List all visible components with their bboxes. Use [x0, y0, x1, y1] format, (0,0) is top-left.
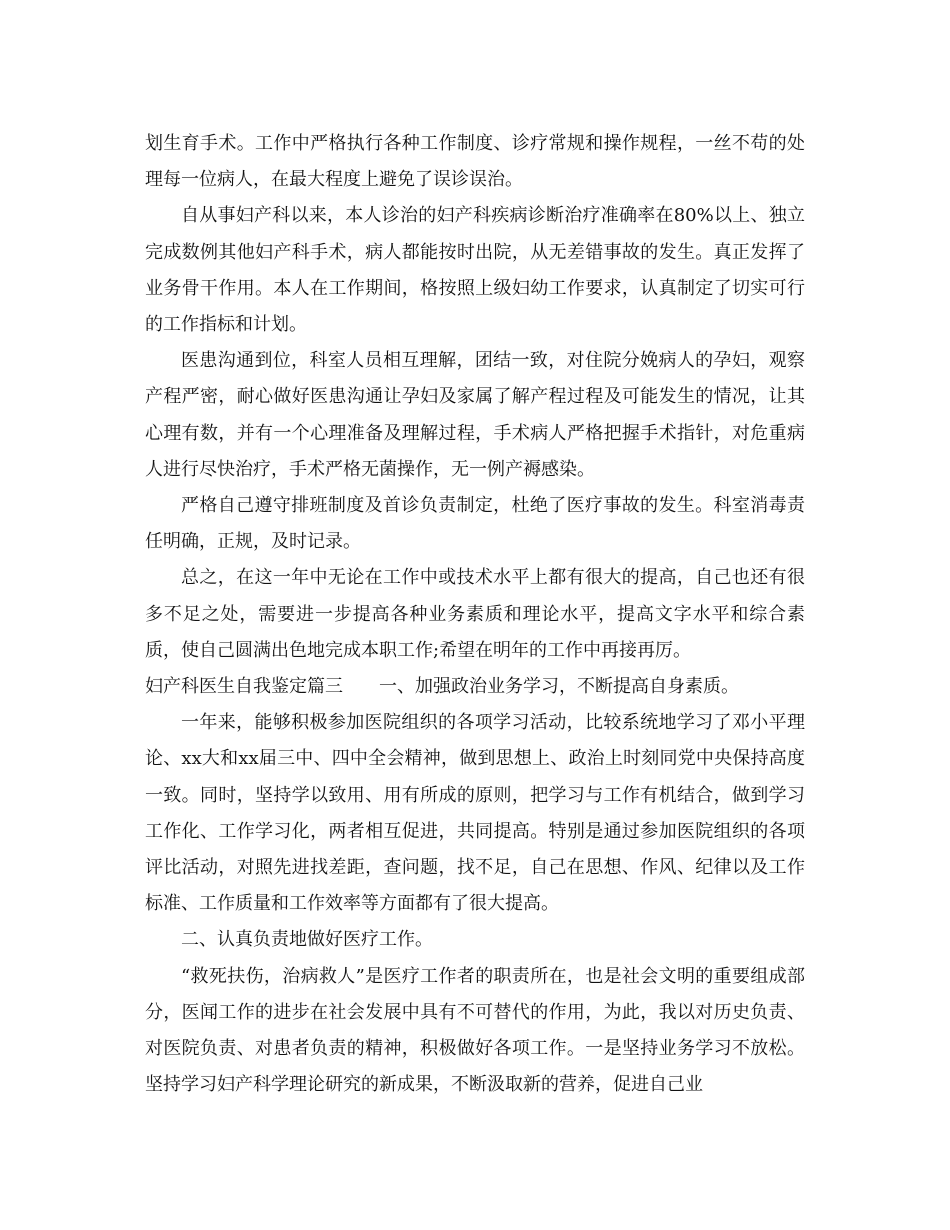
section-title: 妇产科医生自我鉴定篇三 [145, 676, 343, 698]
paragraph-rescue-duty: “救死扶伤，治病救人”是医疗工作者的职责所在，也是社会文明的重要组成部分，医闻工作的进步在社会发展中具有不可替代的作用，为此，我以对历史负责、对医院负责、对患者负责的精神，积极做好各项工作。一是坚持业务学习不放松。坚持学习妇产科学理论研究的新成果，不断汲取新的营养，促进自己业 [145, 965, 805, 1096]
section-heading [145, 669, 805, 705]
section-subtitle: 一、加强政治业务学习，不断提高自身素质。 [379, 676, 739, 698]
paragraph-diagnosis-accuracy: 自从事妇产科以来，本人诊治的妇产科疾病诊断治疗准确率在80%以上、独立完成数例其他妇产科手术，病人都能按时出院，从无差错事故的发生。真正发挥了业务骨干作用。本人在工作期间，格按照上级妇幼工作要求，认真制定了切实可行的工作指标和计划。 [145, 205, 805, 336]
paragraph-political-study: 一年来，能够积极参加医院组织的各项学习活动，比较系统地学习了邓小平理论、xx大和xx届三中、四中全会精神，做到思想上、政治上时刻同党中央保持高度一致。同时，坚持学以致用、用有所成的原则，把学习与工作有机结合，做到学习工作化、工作学习化，两者相互促进，共同提高。特别是通过参加医院组织的各项评比活动，对照先进找差距，查问题，找不足，自己在思想、作风、纪律以及工作标准、工作质量和工作效率等方面都有了很大提高。 [145, 712, 805, 915]
paragraph-shift-system: 严格自己遵守排班制度及首诊负责制定，杜绝了医疗事故的发生。科室消毒责任明确，正规，及时记录。 [145, 495, 805, 553]
document-body [145, 126, 805, 1103]
paragraph-doctor-patient-communication: 医患沟通到位，科室人员相互理解，团结一致，对住院分娩病人的孕妇，观察产程严密，耐心做好医患沟通让孕妇及家属了解产程过程及可能发生的情况，让其心理有数，并有一个心理准备及理解过程，手术病人严格把握手术指针，对危重病人进行尽快治疗，手术严格无菌操作，无一例产褥感染。 [145, 350, 805, 480]
paragraph-continued: 划生育手术。工作中严格执行各种工作制度、诊疗常规和操作规程，一丝不苟的处理每一位病人，在最大程度上避免了误诊误治。 [145, 133, 805, 191]
paragraph-summary: 总之，在这一年中无论在工作中或技术水平上都有很大的提高，自己也还有很多不足之处，需要进一步提高各种业务素质和理论水平，提高文字水平和综合素质，使自己圆满出色地完成本职工作;希望在明年的工作中再接再厉。 [145, 567, 805, 661]
paragraph-subheading-medical-work: 二、认真负责地做好医疗工作。 [181, 929, 433, 951]
